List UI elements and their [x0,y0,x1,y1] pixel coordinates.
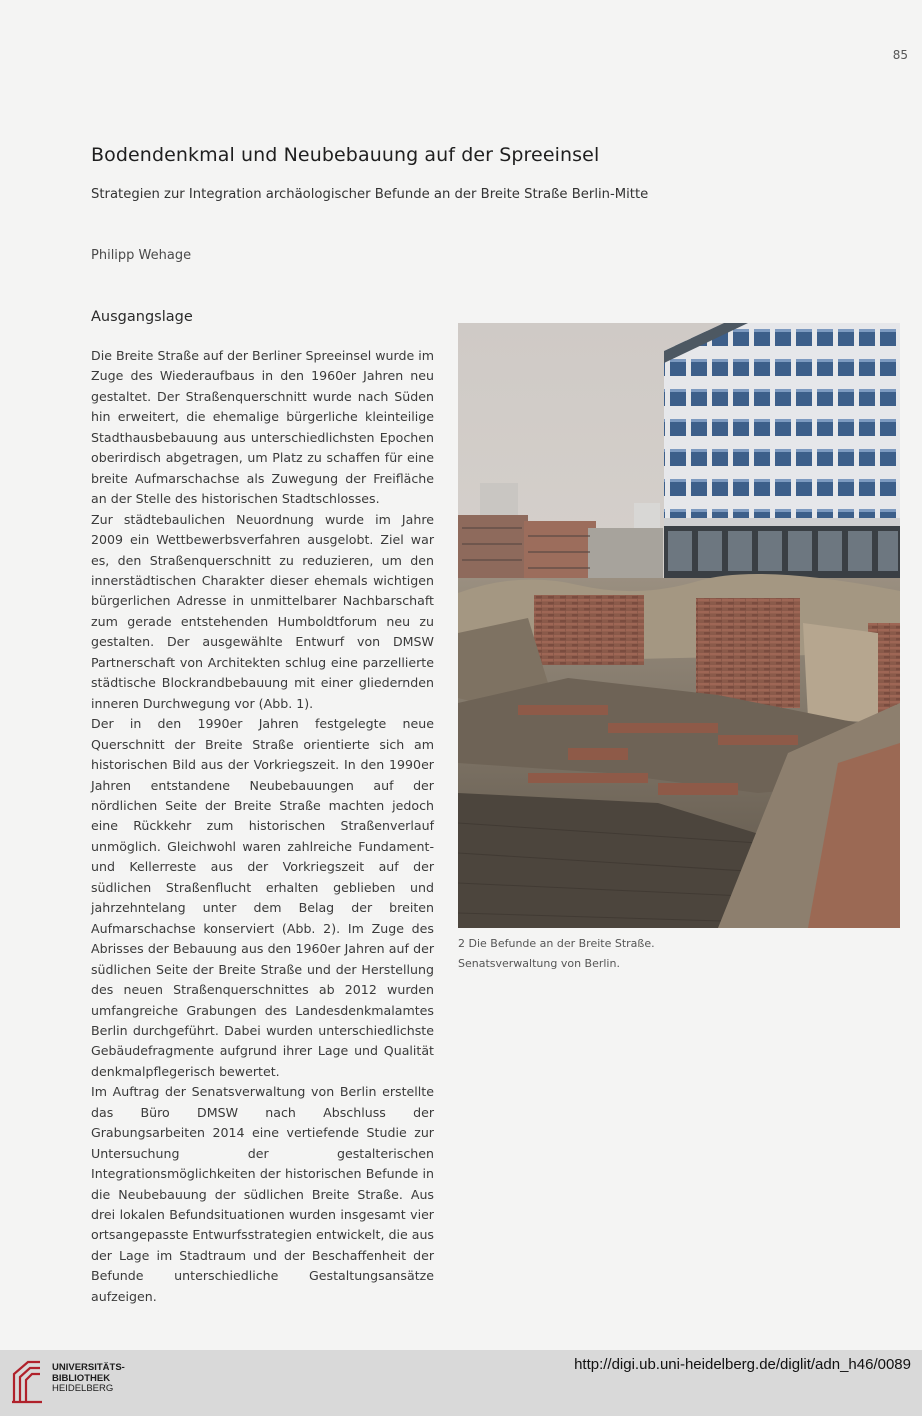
author-name: Philipp Wehage [91,248,192,263]
excavation-photo [458,323,900,928]
caption-line: 2 Die Befunde an der Breite Straße. [458,937,655,950]
paragraph: Zur städtebaulichen Neuordnung wurde im Jahre 2009 ein Wettbewerbsverfahren ausgelobt. Ziel war es, den Straßenquerschnitt zu reduzieren, um den innerstädtischen Charakter dieser ehemals wichtigen bürgerlichen Adresse in unmittelbarer Nachbarschaft zum gerade entstehenden Humboldtforum neu zu gestalten. Der ausgewählte Entwurf von DMSW Partnerschaft von Architekten schlug eine parzellierte städtische Blockrandbebauung mit einer gliedernden inneren Durchwegung vor (Abb. 1). [91,511,434,711]
library-name [52,1363,125,1395]
source-url-link[interactable]: http://digi.ub.uni-heidelberg.de/diglit/adn_h46/0089 [574,1356,911,1373]
library-logo-icon [10,1358,44,1406]
paragraph: Im Auftrag der Senatsverwaltung von Berlin erstellte das Büro DMSW nach Abschluss der Grabungsarbeiten 2014 eine vertiefende Studie zur Untersuchung der gestalterischen Integrationsmöglichkeiten der historischen Befunde in die Neubebauung der südlichen Breite Straße. Aus drei lokalen Befundsituationen wurden insgesamt vier ortsangepasste Entwurfsstrategien entwickelt, die aus der Lage im Stadtraum und der Beschaffenheit der Befunde unterschiedliche Gestaltungsansätze aufzeigen. [91,1084,434,1304]
paragraph: Der in den 1990er Jahren festgelegte neue Querschnitt der Breite Straße orientierte sich am historischen Bild aus der Vorkriegszeit. In den 1990er Jahren entstandene Neubebauungen auf der nördlichen Seite der Breite Straße machten jedoch eine Rückkehr zum historischen Straßenverlauf unmöglich. Gleichwohl waren zahlreiche Fundament- und Kellerreste aus der Vorkriegszeit auf der südlichen Straßenflucht erhalten geblieben und jahrzehntelang unter dem Belag der breiten Aufmarschachse konserviert (Abb. 2). Im Zuge des Abrisses der Bebauung aus den 1960er Jahren auf der südlichen Seite der Breite Straße und der Herstellung des neuen Straßenquerschnittes ab 2012 wurden umfangreiche Grabungen des Landesdenkmalamtes Berlin durchgeführt. Dabei wurden unterschiedlichste Gebäudefragmente aufgrund ihrer Lage und Qualität denkmalpflegerisch bewertet. [91,716,434,1079]
article-subtitle: Strategien zur Integration archäologischer Befunde an der Breite Straße Berlin-Mitte [91,187,649,202]
article-title: Bodendenkmal und Neubebauung auf der Spreeinsel [91,144,600,166]
paragraph: Die Breite Straße auf der Berliner Spreeinsel wurde im Zuge des Wiederaufbaus in den 1960er Jahren neu gestaltet. Der Straßenquerschnitt wurde nach Süden hin erweitert, die ehemalige bürgerliche kleinteilige Stadthausbebauung aus unterschiedlichsten Epochen oberirdisch abgetragen, um Platz zu schaffen für eine breite Aufmarschachse als Zuwegung der Freifläche an der Stelle des historischen Stadtschlosses. [91,348,434,507]
section-heading: Ausgangslage [91,309,193,325]
library-name-line: HEIDELBERG [52,1383,114,1394]
caption-credit: Senatsverwaltung von Berlin. [458,957,620,970]
library-name-line: BIBLIOTHEK [52,1372,111,1384]
library-name-line: UNIVERSITÄTS- [52,1362,125,1373]
body-text [91,346,434,1307]
page-number: 85 [892,48,908,62]
figure-caption [458,934,655,974]
